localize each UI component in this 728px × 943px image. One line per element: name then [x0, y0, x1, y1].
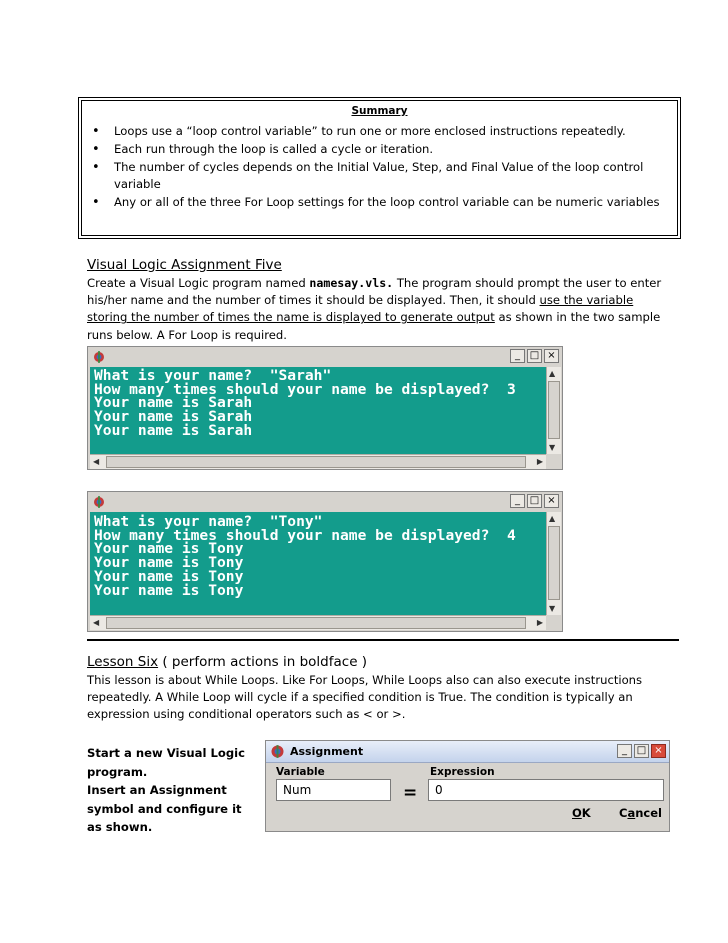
console-titlebar — [88, 492, 562, 512]
console-line: Your name is Tony — [94, 581, 244, 599]
assignment-underlined-text: use the variable storing the number of times the name is displayed to generate output — [87, 293, 634, 325]
assignment-five-paragraph — [87, 275, 662, 344]
variable-input[interactable]: Num — [276, 779, 391, 801]
console-output — [90, 367, 546, 454]
program-filename: namesay.vls. — [309, 276, 394, 290]
console-line: What is your name? "Tony" — [94, 513, 323, 530]
close-button[interactable]: × — [651, 744, 666, 758]
instruction-line: Start a new Visual Logic — [87, 746, 245, 760]
console-titlebar — [88, 347, 562, 367]
app-icon — [92, 350, 106, 364]
minimize-button[interactable]: _ — [510, 349, 525, 363]
ok-label-rest: K — [581, 806, 591, 820]
vertical-scrollbar[interactable] — [546, 367, 561, 454]
horizontal-scrollbar[interactable] — [90, 615, 546, 630]
instruction-line: program. — [87, 764, 148, 779]
scroll-down-icon[interactable]: ▼ — [549, 604, 556, 613]
instruction-line: as shown. — [87, 820, 153, 834]
scroll-up-icon[interactable]: ▲ — [549, 369, 556, 378]
scroll-down-icon[interactable]: ▼ — [549, 443, 556, 452]
variable-label: Variable — [276, 766, 325, 778]
summary-bullet: • Loops use a “loop control variable” to run one or more enclosed instructions repeatedly. — [88, 123, 678, 141]
console-output — [90, 512, 546, 615]
ok-accelerator: O — [572, 806, 582, 820]
scroll-left-icon[interactable]: ◀ — [93, 618, 100, 627]
cancel-accelerator: a — [627, 806, 636, 820]
equals-sign: = — [403, 783, 418, 803]
lesson-six-heading: Lesson Six — [87, 654, 159, 670]
scroll-thumb[interactable] — [548, 381, 560, 439]
console-line: Your name is Sarah — [94, 408, 253, 426]
assignment-text-mid: The program should prompt the user to enter his/her name and the number of times it should be displayed. Then, it should — [87, 276, 662, 308]
console-line: How many times should your name be displayed? 4 — [94, 526, 516, 544]
summary-title: Summary — [351, 105, 408, 117]
maximize-button[interactable]: □ — [527, 494, 542, 508]
dialog-title: Assignment — [290, 745, 364, 758]
scroll-right-icon[interactable]: ▶ — [536, 618, 543, 627]
summary-list — [88, 123, 678, 212]
scroll-thumb[interactable] — [548, 526, 560, 600]
assignment-text-start: Create a Visual Logic program named — [87, 276, 310, 290]
summary-box — [78, 97, 681, 239]
summary-bullet: • Any or all of the three For Loop settings for the loop control variable can be numeric variables — [88, 194, 678, 212]
lesson-six-paragraph: This lesson is about While Loops. Like For Loops, While Loops also can also execute instructions repeatedly. A While Loop will cycle if a specified condition is True. The condition is typically an expression using conditional operators such as < or >. — [87, 673, 643, 722]
console-line: Your name is Sarah — [94, 421, 253, 439]
app-icon — [92, 495, 106, 509]
scroll-left-icon[interactable]: ◀ — [93, 457, 100, 466]
lesson-six-subheading: ( perform actions in boldface ) — [158, 654, 368, 670]
horizontal-scrollbar[interactable] — [90, 454, 546, 469]
scroll-thumb[interactable] — [106, 456, 526, 468]
console-line: Your name is Sarah — [94, 394, 253, 412]
instruction-line: symbol and configure it — [87, 801, 242, 816]
lesson-six-instructions — [87, 744, 257, 837]
vertical-scrollbar[interactable] — [546, 512, 561, 615]
assignment-dialog — [265, 740, 670, 832]
maximize-button[interactable]: □ — [634, 744, 649, 758]
expression-label: Expression — [430, 766, 495, 778]
ok-button[interactable] — [572, 806, 591, 820]
instruction-line: Insert an Assignment — [87, 783, 227, 797]
console-line: Your name is Tony — [94, 567, 244, 585]
summary-bullet: • Each run through the loop is called a cycle or iteration. — [88, 141, 678, 159]
close-button[interactable]: × — [544, 349, 559, 363]
cancel-button[interactable] — [619, 806, 662, 820]
expression-input[interactable]: 0 — [428, 779, 664, 801]
maximize-button[interactable]: □ — [527, 349, 542, 363]
scroll-thumb[interactable] — [106, 617, 526, 629]
scroll-up-icon[interactable]: ▲ — [549, 514, 556, 523]
console-window-1 — [87, 346, 563, 470]
dialog-titlebar — [266, 741, 669, 763]
minimize-button[interactable]: _ — [510, 494, 525, 508]
console-line: Your name is Tony — [94, 554, 244, 572]
console-line: Your name is Tony — [94, 540, 244, 558]
console-line: What is your name? "Sarah" — [94, 367, 332, 384]
summary-bullet: • The number of cycles depends on the Initial Value, Step, and Final Value of the loop control variable — [88, 159, 678, 195]
assignment-text-end: as shown in the two sample runs below. A For Loop is required. — [87, 310, 661, 342]
section-divider — [87, 639, 679, 641]
close-button[interactable]: × — [544, 494, 559, 508]
console-window-2 — [87, 491, 563, 632]
minimize-button[interactable]: _ — [617, 744, 632, 758]
console-line: How many times should your name be displayed? 3 — [94, 380, 516, 398]
lesson-six-heading-row — [87, 654, 367, 670]
scroll-right-icon[interactable]: ▶ — [536, 457, 543, 466]
assignment-five-heading: Visual Logic Assignment Five — [87, 257, 282, 273]
cancel-label-rest: ncel — [635, 806, 662, 820]
app-icon — [270, 744, 285, 759]
cancel-label-start: C — [619, 806, 628, 820]
